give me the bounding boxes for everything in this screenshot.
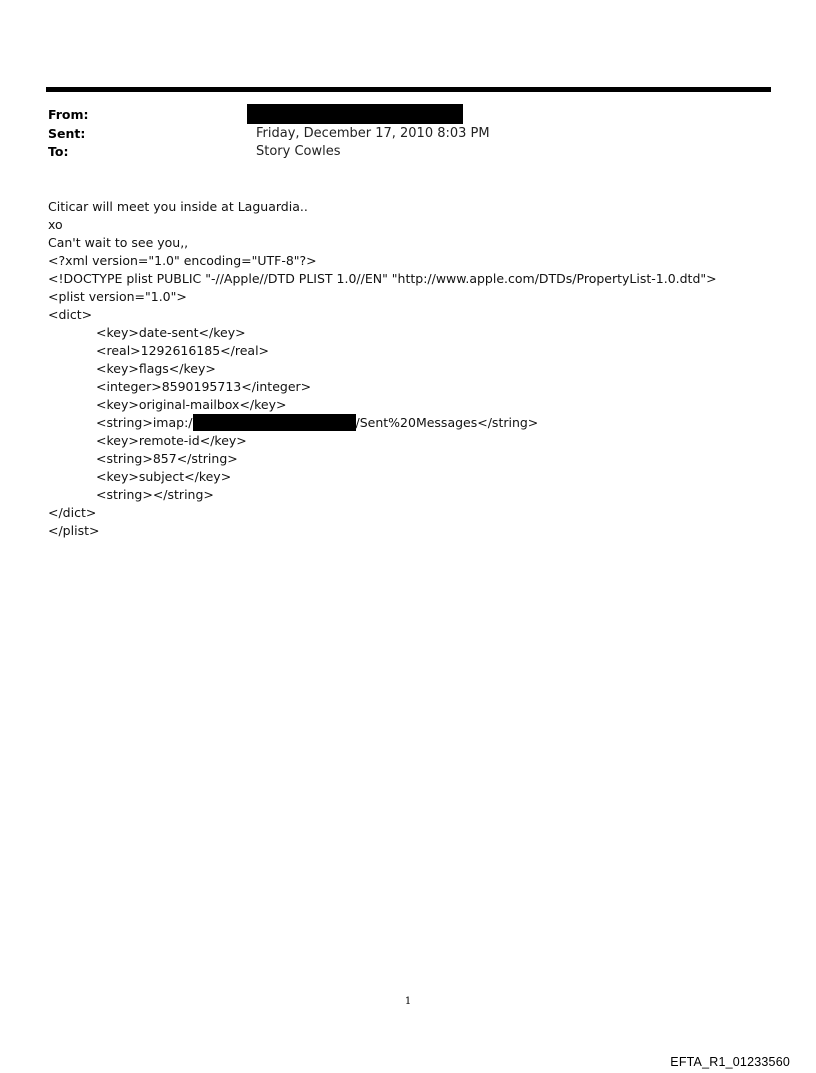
sent-value: Friday, December 17, 2010 8:03 PM <box>256 126 490 141</box>
body-line: Citicar will meet you inside at Laguardia.. <box>48 199 308 214</box>
dict-line: <string>857</string> <box>96 451 238 466</box>
from-redaction <box>247 104 463 124</box>
dict-line: <integer>8590195713</integer> <box>96 379 312 394</box>
mailbox-prefix: <string>imap:/ <box>96 415 193 430</box>
body-line: Can't wait to see you,, <box>48 235 189 250</box>
from-label: From: <box>48 107 89 122</box>
to-label: To: <box>48 144 69 159</box>
closing-line: </plist> <box>48 523 100 538</box>
dict-line: <key>flags</key> <box>96 361 216 376</box>
to-value: Story Cowles <box>256 144 341 159</box>
body-line: <plist version="1.0"> <box>48 289 187 304</box>
dict-line: <key>date-sent</key> <box>96 325 246 340</box>
dict-line: <real>1292616185</real> <box>96 343 270 358</box>
dict-line: <string></string> <box>96 487 214 502</box>
closing-line: </dict> <box>48 505 97 520</box>
dict-line: <key>subject</key> <box>96 469 232 484</box>
body-line: <?xml version="1.0" encoding="UTF-8"?> <box>48 253 317 268</box>
header-rule <box>46 87 771 92</box>
mailbox-redaction <box>193 414 356 431</box>
dict-line-mailbox <box>48 414 788 432</box>
sent-label: Sent: <box>48 126 86 141</box>
page-number: 1 <box>404 996 412 1007</box>
dict-line: <key>remote-id</key> <box>96 433 247 448</box>
body-line: xo <box>48 217 63 232</box>
dict-line: <key>original-mailbox</key> <box>96 397 287 412</box>
body-line: <!DOCTYPE plist PUBLIC "-//Apple//DTD PLIST 1.0//EN" "http://www.apple.com/DTDs/PropertyList-1.0.dtd"> <box>48 271 717 286</box>
message-body <box>48 198 788 540</box>
body-line: <dict> <box>48 307 93 322</box>
mailbox-suffix: /Sent%20Messages</string> <box>355 415 539 430</box>
document-id: EFTA_R1_01233560 <box>670 1055 790 1069</box>
